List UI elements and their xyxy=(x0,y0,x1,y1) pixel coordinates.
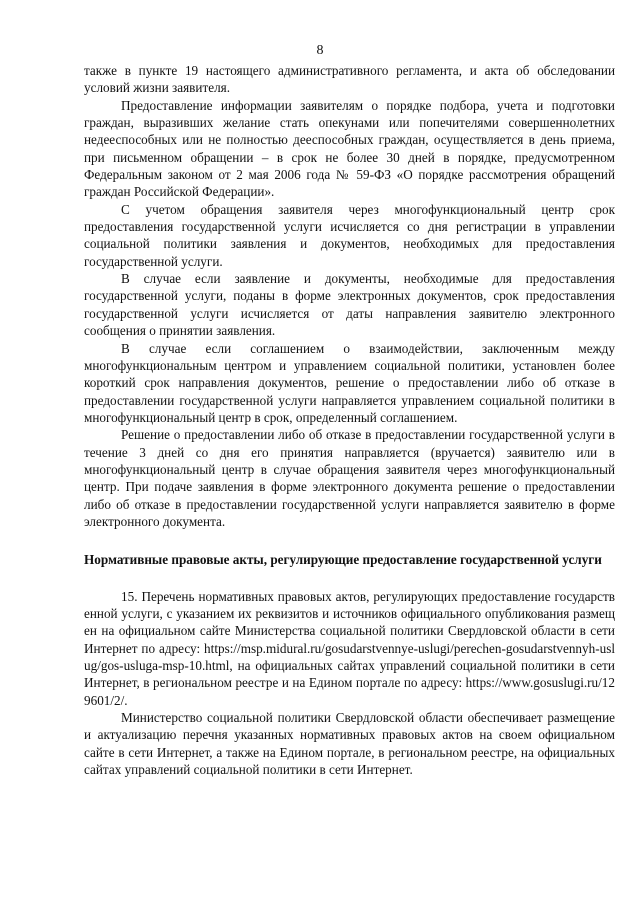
paragraph-ministry-duties: Министерство социальной политики Свердловской области обеспечивает размещение и актуализацию перечня указанных нормативных правовых актов на своем официальном сайте в сети Интернет, а также на Едином портале, в региональном реестре, на официальных сайтах управлений социальной политики в сети Интернет. xyxy=(84,710,615,778)
page-number: 8 xyxy=(316,43,324,58)
paragraph-continuation: также в пункте 19 настоящего административного регламента, и акта об обследовании условий жизни заявителя. xyxy=(84,63,615,96)
paragraph-electronic-documents: В случае если заявление и документы, необходимые для предоставления государственной услуги, поданы в форме электронных документов, срок предоставления государственной услуги исчисляется от даты направления заявителю электронного сообщения о принятии заявления. xyxy=(84,271,615,339)
paragraph-legal-acts-list: 15. Перечень нормативных правовых актов, регулирующих предоставление государственной услуги, с указанием их реквизитов и источников официального опубликования размещен на официальном сайте Министерства социальной политики Свердловской области в сети Интернет по адресу: https://msp.midural.ru/gosudarstvennye-uslugi/perechen-gosudarstvennyh-uslug/gos-usluga-msp-10.html, на официальных сайтах управлений социальной политики в сети Интернет, в региональном реестре и на Едином портале по адресу: https://www.gosuslugi.ru/129601/2/. xyxy=(84,588,615,708)
document-body xyxy=(84,62,615,778)
section-heading: Нормативные правовые акты, регулирующие предоставление государственной услуги xyxy=(84,552,602,568)
paragraph-information-provision: Предоставление информации заявителям о порядке подбора, учета и подготовки граждан, выразивших желание стать опекунами или попечителями совершеннолетних недееспособных или не полностью дееспособных граждан, осуществляется в день приема, при письменном обращении – в срок не более 30 дней в порядке, предусмотренном Федеральным законом от 2 мая 2006 года № 59-ФЗ «О порядке рассмотрения обращений граждан Российской Федерации». xyxy=(84,97,615,200)
paragraph-mfc-term: С учетом обращения заявителя через многофункциональный центр срок предоставления государственной услуги исчисляется со дня регистрации в управлении социальной политики заявления и документов, необходимых для предоставления государственной услуги. xyxy=(84,201,615,269)
paragraph-agreement-term: В случае если соглашением о взаимодействии, заключенным между многофункциональным центром и управлением социальной политики, установлен более короткий срок направления документов, решение о предоставлении либо об отказе в предоставлении государственной услуги направляется управлением социальной политики в многофункциональный центр в срок, определенный соглашением. xyxy=(84,340,615,425)
paragraph-decision-notice: Решение о предоставлении либо об отказе в предоставлении государственной услуги в течение 3 дней со дня его принятия направляется (вручается) заявителю или в многофункциональный центр в случае обращения заявителя через многофункциональный центр. При подаче заявления в форме электронного документа решение о предоставлении либо об отказе в предоставлении государственной услуги направляется заявителю в форме электронного документа. xyxy=(84,427,615,529)
